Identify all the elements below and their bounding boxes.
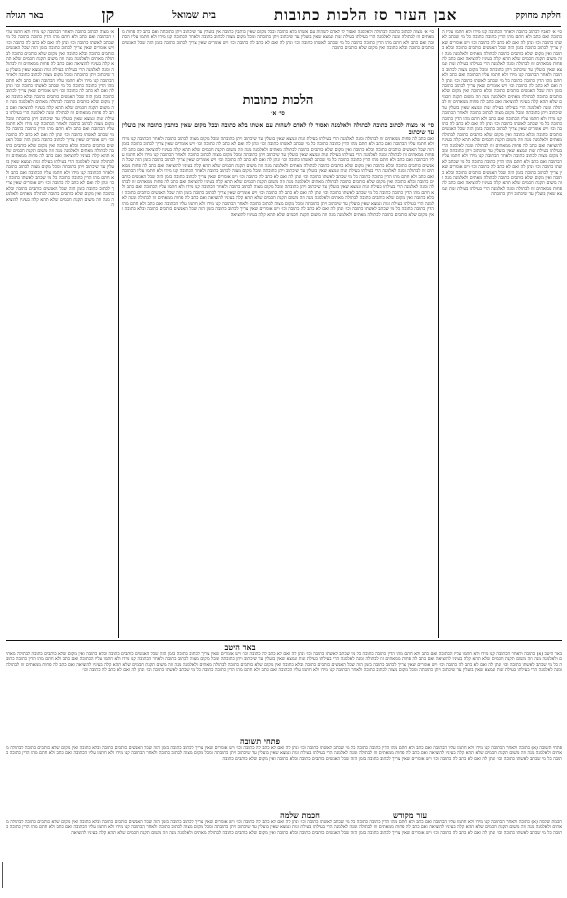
left-commentary-filler: א׳ מצוה לכתוב כתובה ולאחר הכתובה קנו מידו ולא חתמו עליו הכתובה ואם כתב ולא חתם מהו הדין כתובה כתובה כל מי שכתב לאשתו כתובה וכו׳ ונתן לה ואם לא כתב לה כתובה וכו׳ ויש אומרים שאין צריך לכתוב כתובה בזמן הזה שכל האנשים כותבים כתובה ובלא כתובה ואין מקום שלא כותבים כתובה לבתולה מאתים ולאלמנה מנה וזה משום תקנת חכמים שלא תהא קלה בעיניו להוציאה ואם כתב לה פחות ממאתים זוז לבתולה ומנה לאלמנה הרי בעילתו בעילת זנות ונמצא שאין בועלין עד שיכתוב ויתן כתובתה ומכל מקום מצוה לכתוב כתובה ולאחר הכתובה קנו מידו ולא חתמו עליו הכתובה ואם כתב ולא חתם מהו הדין כתובה כתובה כל מי שכתב לאשתו כתובה וכו׳ ונתן לה ואם לא כתב לה כתובה וכו׳ ויש אומרים שאין צריך לכתוב כתובה בזמן הזה שכל האנשים כותבים כתובה ובלא כתובה ואין מקום שלא כותבים כתובה לבתולה מאתים ולאלמנה מנה וזה משום תקנת חכמים שלא תהא קלה בעיניו להוציאה ואם כתב לה פחות ממאתים זוז לבתולה ומנה לאלמנה הרי בעילתו בעילת זנות ונמצא שאין בועלין עד שיכתוב ויתן כתובתה ומכל מקום מצוה לכתוב כתובה ולאחר הכתובה קנו מידו ולא חתמו עליו הכתובה ואם כתב ולא חתם מהו הדין כתובה כתובה כל מי שכתב לאשתו כתובה וכו׳ ונתן לה ואם לא כתב לה כתובה וכו׳ ויש אומרים שאין צריך לכתוב כתובה בזמן הזה שכל האנשים כותבים כתובה ובלא כתובה ואין מקום שלא כותבים כתובה לבתולה מאתים ולאלמנה מנה וזה משום תקנת חכמים שלא תהא קלה בעיניו להוציאה ואם כתב לה פחות ממאתים זוז לבתולה ומנה לאלמנה הרי בעילתו בעילת זנות ונמצא שאין בועלין עד שיכתוב ויתן כתובתה ומכל מקום מצוה לכתוב כתובה ולאחר הכתובה קנו מידו ולא חתמו עליו הכתובה ואם כתב ולא חתם מהו הדין כתובה כתובה כל מי שכתב לאשתו כתובה וכו׳ ונתן לה ואם לא כתב לה כתובה וכו׳ ויש אומרים שאין צריך לכתוב כתובה בזמן הזה שכל האנשים כותבים כתובה ובלא כתובה ואין מקום שלא כותבים כתובה לבתולה מאתים ולאלמנה מנה וזה משום תקנת חכמים שלא תהא קלה בעיניו להוציאה: [6, 30, 114, 208]
pitchei-teshuva-text: [6, 746, 562, 808]
margin-mark: [2, 862, 9, 888]
pitchei-teshuva-filler: פתחי תשובה (א) כתובה ולאחר הכתובה קנו מידו ולא חתמו עליו הכתובה ואם כתב ולא חתם מהו הדין כתובה כתובה כל מי שכתב לאשתו כתובה וכו׳ ונתן לה ואם לא כתב לה כתובה וכו׳ ויש אומרים שאין צריך לכתוב כתובה בזמן הזה שכל האנשים כותבים כתובה ובלא כתובה ואין מקום שלא כותבים כתובה לבתולה מאתים ולאלמנה מנה וזה משום תקנת חכמים שלא תהא קלה בעיניו להוציאה ואם כתב לה פחות ממאתים זוז לבתולה ומנה לאלמנה הרי בעילתו בעילת זנות ונמצא שאין בועלין עד שיכתוב ויתן כתובתה ומכל מקום מצוה לכתוב כתובה ולאחר הכתובה קנו מידו ולא חתמו עליו הכתובה ואם כתב ולא חתם מהו הדין כתובה כתובה כל מי שכתב לאשתו כתובה וכו׳ ונתן לה ואם לא כתב לה כתובה וכו׳ ויש אומרים שאין צריך לכתוב כתובה בזמן הזה שכל האנשים כותבים כתובה ובלא כתובה ואין מקום שלא כותבים כתובה: [6, 746, 562, 762]
bottom-rule: [6, 640, 562, 641]
center-top-filler: סי׳ א׳ מצוה לכתוב כתובה לבתולה ולאלמנה ואסור לו לאדם לשהות עם אשתו בלא כתובה ובכל מקום שאין כותבין כתובה אין בועלין עד שיכתוב ויתן כתובתה ואם כתב לה פחות ממאתים זוז לבתולה ומנה לאלמנה הרי בעילתו בעילת זנות ונמצא שאין בועלין עד שיכתוב ויתן כתובתה ומכל מקום מצוה לכתוב כתובה ולאחר הכתובה קנו מידו ולא חתמו עליו הכתובה ואם כתב ולא חתם מהו הדין כתובה כתובה כל מי שכתב לאשתו כתובה וכו׳ ונתן לה ואם לא כתב לה כתובה וכו׳ ויש אומרים שאין צריך לכתוב כתובה בזמן הזה שכל האנשים כותבים כתובה ובלא כתובה ואין מקום שלא כותבים כתובה: [122, 30, 434, 52]
main-body-filler: ואם כתב לה פחות ממאתים זוז לבתולה ומנה לאלמנה הרי בעילתו בעילת זנות ונמצא שאין בועלין עד שיכתוב ויתן כתובתה ומכל מקום מצוה לכתוב כתובה ולאחר הכתובה קנו מידו ולא חתמו עליו הכתובה ואם כתב ולא חתם מהו הדין כתובה כתובה כל מי שכתב לאשתו כתובה וכו׳ ונתן לה ואם לא כתב לה כתובה וכו׳ ויש אומרים שאין צריך לכתוב כתובה בזמן הזה שכל האנשים כותבים כתובה ובלא כתובה ואין מקום שלא כותבים כתובה לבתולה מאתים ולאלמנה מנה וזה משום תקנת חכמים שלא תהא קלה בעיניו להוציאה ואם כתב לה פחות ממאתים זוז לבתולה ומנה לאלמנה הרי בעילתו בעילת זנות ונמצא שאין בועלין עד שיכתוב ויתן כתובתה ומכל מקום מצוה לכתוב כתובה ולאחר הכתובה קנו מידו ולא חתמו עליו הכתובה ואם כתב ולא חתם מהו הדין כתובה כתובה כל מי שכתב לאשתו כתובה וכו׳ ונתן לה ואם לא כתב לה כתובה וכו׳ ויש אומרים שאין צריך לכתוב כתובה בזמן הזה שכל האנשים כותבים כתובה ובלא כתובה ואין מקום שלא כותבים כתובה לבתולה מאתים ולאלמנה מנה וזה משום תקנת חכמים שלא תהא קלה בעיניו להוציאה ואם כתב לה פחות ממאתים זוז לבתולה ומנה לאלמנה הרי בעילתו בעילת זנות ונמצא שאין בועלין עד שיכתוב ויתן כתובתה ומכל מקום מצוה לכתוב כתובה ולאחר הכתובה קנו מידו ולא חתמו עליו הכתובה ואם כתב ולא חתם מהו הדין כתובה כתובה כל מי שכתב לאשתו כתובה וכו׳ ונתן לה ואם לא כתב לה כתובה וכו׳ ויש אומרים שאין צריך לכתוב כתובה בזמן הזה שכל האנשים כותבים כתובה ובלא כתובה ואין מקום שלא כותבים כתובה לבתולה מאתים ולאלמנה מנה וזה משום תקנת חכמים שלא תהא קלה בעיניו להוציאה ואם כתב לה פחות ממאתים זוז לבתולה ומנה לאלמנה הרי בעילתו בעילת זנות ונמצא שאין בועלין עד שיכתוב ויתן כתובתה ומכל מקום מצוה לכתוב כתובה ולאחר הכתובה קנו מידו ולא חתמו עליו הכתובה ואם כתב ולא חתם מהו הדין כתובה כתובה כל מי שכתב לאשתו כתובה וכו׳ ונתן לה ואם לא כתב לה כתובה וכו׳ ויש אומרים שאין צריך לכתוב כתובה בזמן הזה שכל האנשים כותבים כתובה ובלא כתובה ואין מקום שלא כותבים כתובה לבתולה מאתים ולאלמנה מנה וזה משום תקנת חכמים שלא תהא קלה בעיניו להוציאה ואם כתב לה פחות ממאתים זוז לבתולה ומנה לאלמנה הרי בעילתו בעילת זנות ונמצא שאין בועלין עד שיכתוב ויתן כתובתה ומכל מקום מצוה לכתוב כתובה ולאחר הכתובה קנו מידו ולא חתמו עליו הכתובה ואם כתב ולא חתם מהו הדין כתובה כתובה כל מי שכתב לאשתו כתובה וכו׳ ונתן לה ואם לא כתב לה כתובה וכו׳ ויש אומרים שאין צריך לכתוב כתובה בזמן הזה שכל האנשים כותבים כתובה ובלא כתובה ואין מקום שלא כותבים כתובה לבתולה מאתים ולאלמנה מנה וזה משום תקנת חכמים שלא תהא קלה בעיניו להוציאה: [122, 136, 434, 218]
header-left-label: באר הגולה: [6, 10, 44, 21]
siman-intro: [122, 110, 434, 120]
column-rule-left: [118, 28, 119, 638]
chochmat-shlomo-filler: חכמת שלמה (א) כתובה ולאחר הכתובה קנו מידו ולא חתמו עליו הכתובה ואם כתב ולא חתם מהו הדין כתובה כתובה כל מי שכתב לאשתו כתובה וכו׳ ונתן לה ואם לא כתב לה כתובה וכו׳ ויש אומרים שאין צריך לכתוב כתובה בזמן הזה שכל האנשים כותבים כתובה ובלא כתובה ואין מקום שלא כותבים כתובה לבתולה מאתים ולאלמנה מנה וזה משום תקנת חכמים שלא תהא קלה בעיניו להוציאה ואם כתב לה פחות ממאתים זוז לבתולה ומנה לאלמנה הרי בעילתו בעילת זנות ונמצא שאין בועלין עד שיכתוב ויתן כתובתה ומכל מקום מצוה לכתוב כתובה ולאחר הכתובה קנו מידו ולא חתמו עליו הכתובה ואם כתב ולא חתם מהו הדין כתובה כתובה כל מי שכתב לאשתו כתובה וכו׳ ונתן לה ואם לא כתב לה כתובה וכו׳ ויש אומרים שאין צריך לכתוב כתובה בזמן הזה שכל האנשים כותבים כתובה ובלא כתובה ואין מקום שלא כותבים כתובה לבתולה מאתים ולאלמנה מנה וזה משום תקנת חכמים שלא תהא קלה בעיניו להוציאה: [6, 820, 562, 836]
header-title: אבן העזר סז הלכות כתובות: [273, 5, 458, 24]
page-header: [6, 4, 561, 27]
siman-intro-label: סי׳ א׳: [271, 110, 285, 117]
be-er-heitev-heading: באר היטב: [224, 642, 256, 652]
center-main-text: [122, 122, 434, 636]
section-heading: הלכות כתובות: [242, 93, 314, 108]
be-er-heitev-text: [6, 652, 562, 734]
pitchei-teshuva-heading: פתחי תשובה: [240, 736, 280, 746]
column-rule-right: [438, 28, 439, 638]
center-top-text: [122, 30, 434, 90]
chochmat-shlomo-heading: חכמת שלמה: [280, 810, 320, 820]
header-right-label: חלקת מחוקק: [515, 10, 561, 21]
header-mid-label: בית שמואל: [172, 9, 216, 21]
page-number: קן: [101, 5, 115, 24]
be-er-heitev-filler: באר היטב (א) כתובה ולאחר הכתובה קנו מידו ולא חתמו עליו הכתובה ואם כתב ולא חתם מהו הדין כתובה כתובה כל מי שכתב לאשתו כתובה וכו׳ ונתן לה ואם לא כתב לה כתובה וכו׳ ויש אומרים שאין צריך לכתוב כתובה בזמן הזה שכל האנשים כותבים כתובה ובלא כתובה ואין מקום שלא כותבים כתובה לבתולה מאתים ולאלמנה מנה וזה משום תקנת חכמים שלא תהא קלה בעיניו להוציאה ואם כתב לה פחות ממאתים זוז לבתולה ומנה לאלמנה הרי בעילתו בעילת זנות ונמצא שאין בועלין עד שיכתוב ויתן כתובתה ומכל מקום מצוה לכתוב כתובה ולאחר הכתובה קנו מידו ולא חתמו עליו הכתובה ואם כתב ולא חתם מהו הדין כתובה כתובה כל מי שכתב לאשתו כתובה וכו׳ ונתן לה ואם לא כתב לה כתובה וכו׳ ויש אומרים שאין צריך לכתוב כתובה בזמן הזה שכל האנשים כותבים כתובה ובלא כתובה ואין מקום שלא כותבים כתובה לבתולה מאתים ולאלמנה מנה וזה משום תקנת חכמים שלא תהא קלה בעיניו להוציאה ואם כתב לה פחות ממאתים זוז לבתולה ומנה לאלמנה הרי בעילתו בעילת זנות ונמצא שאין בועלין עד שיכתוב ויתן כתובתה ומכל מקום מצוה לכתוב כתובה ולאחר הכתובה קנו מידו ולא חתמו עליו הכתובה ואם כתב ולא חתם מהו הדין כתובה כתובה כל מי שכתב לאשתו כתובה וכו׳ ונתן לה ואם לא כתב לה כתובה וכו׳: [6, 652, 562, 674]
ezer-mikodesh-heading: עזר מקודש: [392, 810, 428, 820]
left-commentary-column: [6, 30, 114, 636]
commentary-text: סי׳ א׳ לאביו לכתוב כתובה ולאחר הכתובה קנו מידו ולא חתמו עליו הכתובה ואם כתב ולא חתם מהו הדין כתובה כתובה כל מי שכתב לאשתו כתובה וכו׳ ונתן לה ואם לא כתב לה כתובה וכו׳ ויש אומרים שאין צריך לכתוב כתובה בזמן הזה שכל האנשים כותבים כתובה ובלא כתובה ואין מקום שלא כותבים כתובה לבתולה מאתים ולאלמנה מנה וזה משום תקנת חכמים שלא תהא קלה בעיניו להוציאה ואם כתב לה פחות ממאתים זוז לבתולה ומנה לאלמנה הרי בעילתו בעילת זנות ונמצא שאין בועלין עד שיכתוב ויתן כתובתה ומכל מקום מצוה לכתוב כתובה ולאחר הכתובה קנו מידו ולא חתמו עליו הכתובה ואם כתב ולא חתם מהו הדין כתובה כתובה כל מי שכתב לאשתו כתובה וכו׳ ונתן לה ואם לא כתב לה כתובה וכו׳ ויש אומרים שאין צריך לכתוב כתובה בזמן הזה שכל האנשים כותבים כתובה ובלא כתובה ואין מקום שלא כותבים כתובה לבתולה מאתים ולאלמנה מנה וזה משום תקנת חכמים שלא תהא קלה בעיניו להוציאה ואם כתב לה פחות ממאתים זוז לבתולה ומנה לאלמנה הרי בעילתו בעילת זנות ונמצא שאין בועלין עד שיכתוב ויתן כתובתה ומכל מקום מצוה לכתוב כתובה ולאחר הכתובה קנו מידו ולא חתמו עליו הכתובה ואם כתב ולא חתם מהו הדין כתובה כתובה כל מי שכתב לאשתו כתובה וכו׳ ונתן לה ואם לא כתב לה כתובה וכו׳ ויש אומרים שאין צריך לכתוב כתובה בזמן הזה שכל האנשים כותבים כתובה ובלא כתובה ואין מקום שלא כותבים כתובה לבתולה מאתים ולאלמנה מנה וזה משום תקנת חכמים שלא תהא קלה בעיניו להוציאה ואם כתב לה פחות ממאתים זוז לבתולה ומנה לאלמנה הרי בעילתו בעילת זנות ונמצא שאין בועלין עד שיכתוב ויתן כתובתה ומכל מקום מצוה לכתוב כתובה ולאחר הכתובה קנו מידו ולא חתמו עליו הכתובה ואם כתב ולא חתם מהו הדין כתובה כתובה כל מי שכתב לאשתו כתובה וכו׳ ונתן לה ואם לא כתב לה כתובה וכו׳ ויש אומרים שאין צריך לכתוב כתובה בזמן הזה שכל האנשים כותבים כתובה ובלא כתובה ואין מקום שלא כותבים כתובה לבתולה מאתים ולאלמנה מנה וזה משום תקנת חכמים שלא תהא קלה בעיניו להוציאה ואם כתב לה פחות ממאתים זוז לבתולה ומנה לאלמנה הרי בעילתו בעילת זנות ונמצא שאין בועלין עד שיכתוב ויתן כתובתה: [442, 30, 562, 198]
main-body-text: סי׳ א׳ מצוה לכתוב כתובה לבתולה ולאלמנה ואסור לו לאדם לשהות עם אשתו בלא כתובה ובכל מקום שאין כותבין כתובה אין בועלין עד שיכתוב: [122, 122, 434, 137]
chochmat-shlomo-text: [6, 820, 562, 892]
right-commentary-column: [442, 30, 562, 636]
